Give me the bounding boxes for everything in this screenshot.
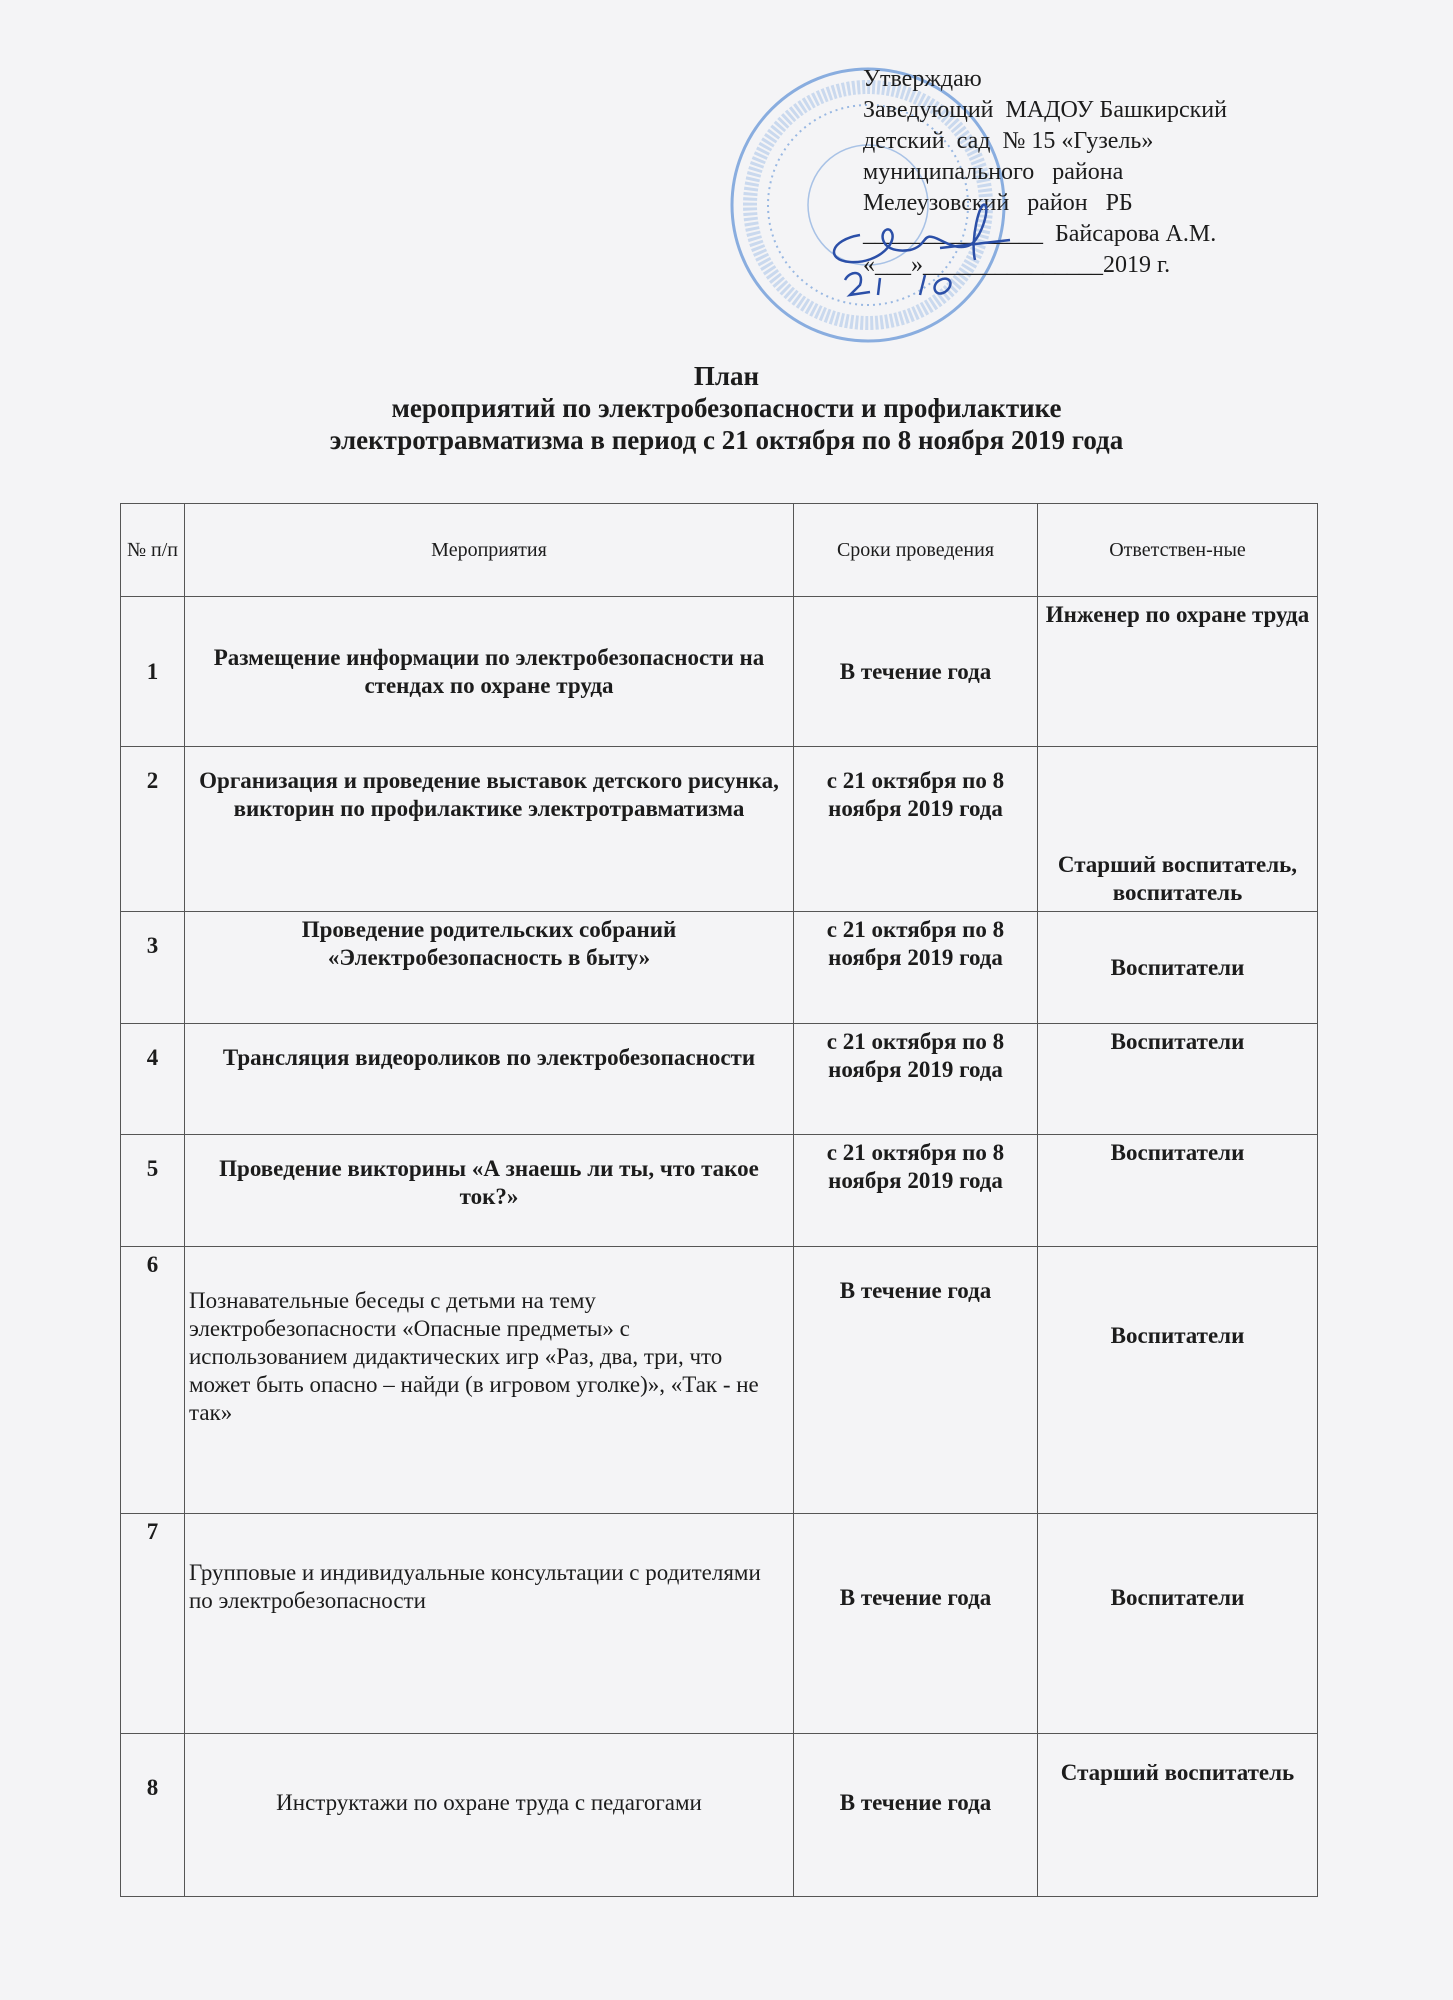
row-activity: Проведение родительских собраний «Электробезопасность в быту» <box>185 912 794 1024</box>
row-number: 7 <box>121 1514 185 1734</box>
row-responsible: Воспитатели <box>1038 1024 1318 1135</box>
title-line: электротравматизма в период с 21 октября по 8 ноября 2019 года <box>329 425 1124 455</box>
row-dates: В течение года <box>794 1514 1038 1734</box>
table-row <box>121 1135 1318 1247</box>
approval-line: «___»_______________2019 г. <box>863 252 1171 278</box>
header-responsible: Ответствен-ные <box>1038 504 1318 597</box>
row-dates: с 21 октября по 8 ноября 2019 года <box>794 912 1038 1024</box>
document-title <box>0 360 1453 456</box>
table-row <box>121 1734 1318 1897</box>
row-activity: Организация и проведение выставок детского рисунка, викторин по профилактике электротравматизма <box>185 747 794 912</box>
row-activity: Инструктажи по охране труда с педагогами <box>185 1734 794 1897</box>
title-line: План <box>693 361 760 391</box>
table-row <box>121 1514 1318 1734</box>
handwritten-signature <box>820 200 1020 300</box>
row-dates: В течение года <box>794 1734 1038 1897</box>
approval-line: Заведующий МАДОУ Башкирский <box>863 97 1227 123</box>
table-row <box>121 912 1318 1024</box>
row-activity: Размещение информации по электробезопасности на стендах по охране труда <box>185 597 794 747</box>
table-header-row <box>121 504 1318 597</box>
row-responsible: Старший воспитатель, воспитатель <box>1038 747 1318 912</box>
row-number: 5 <box>121 1135 185 1247</box>
row-number: 8 <box>121 1734 185 1897</box>
row-number: 1 <box>121 597 185 747</box>
row-dates: с 21 октября по 8 ноября 2019 года <box>794 1024 1038 1135</box>
title-line: мероприятий по электробезопасности и профилактике <box>391 393 1062 423</box>
header-dates: Сроки проведения <box>794 504 1038 597</box>
row-number: 4 <box>121 1024 185 1135</box>
row-responsible: Инженер по охране труда <box>1038 597 1318 747</box>
row-activity: Трансляция видеороликов по электробезопасности <box>185 1024 794 1135</box>
approval-line: муниципального района <box>863 159 1124 185</box>
header-activity: Мероприятия <box>185 504 794 597</box>
row-dates: с 21 октября по 8 ноября 2019 года <box>794 1135 1038 1247</box>
row-responsible: Воспитатели <box>1038 1247 1318 1514</box>
row-dates: В течение года <box>794 1247 1038 1514</box>
row-responsible: Воспитатели <box>1038 1135 1318 1247</box>
row-activity: Проведение викторины «А знаешь ли ты, что такое ток?» <box>185 1135 794 1247</box>
approval-line: _______________ Байсарова А.М. <box>863 221 1217 247</box>
row-activity: Групповые и индивидуальные консультации с родителями по электробезопасности <box>185 1514 794 1734</box>
table-row <box>121 1247 1318 1514</box>
row-responsible: Воспитатели <box>1038 912 1318 1024</box>
table-row <box>121 1024 1318 1135</box>
header-number: № п/п <box>121 504 185 597</box>
row-responsible: Воспитатели <box>1038 1514 1318 1734</box>
row-dates: с 21 октября по 8 ноября 2019 года <box>794 747 1038 912</box>
table-row <box>121 597 1318 747</box>
row-responsible: Старший воспитатель <box>1038 1734 1318 1897</box>
row-number: 6 <box>121 1247 185 1514</box>
approval-line: Мелеузовский район РБ <box>863 190 1133 216</box>
activities-table <box>120 503 1318 1897</box>
approval-line: детский сад № 15 «Гузель» <box>863 128 1154 154</box>
row-dates: В течение года <box>794 597 1038 747</box>
row-activity: Познавательные беседы с детьми на тему электробезопасности «Опасные предметы» с использованием дидактических игр «Раз, два, три, что может быть опасно – найди (в игровом уголке)», «Так - не так» <box>185 1247 794 1514</box>
table-row <box>121 747 1318 912</box>
row-number: 2 <box>121 747 185 912</box>
approval-line: Утверждаю <box>863 66 982 92</box>
row-number: 3 <box>121 912 185 1024</box>
